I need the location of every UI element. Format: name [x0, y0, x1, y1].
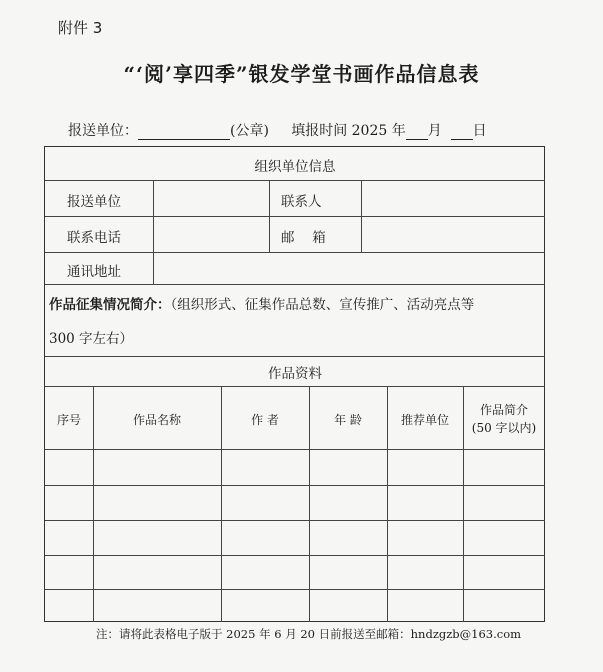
contact-person-label: 联系人 [281, 194, 322, 210]
row-divider [45, 180, 545, 181]
col-divider [153, 180, 154, 284]
month-label: 月 [427, 123, 442, 139]
email-label: 邮 箱 [281, 230, 326, 246]
form-title: “‘阅’享四季”银发学堂书画作品信息表 [123, 62, 480, 86]
col-header-recommend-unit: 推荐单位 [400, 413, 449, 427]
row-divider [45, 252, 545, 253]
info-table [44, 146, 545, 622]
footer-note: 注：请将此表格电子版于 2025 年 6 月 20 日前报送至邮箱：hndzgzb@163.com [96, 627, 522, 641]
summary-hint: （组织形式、征集作品总数、宣传推广、活动亮点等 [170, 297, 475, 313]
row-divider [45, 284, 545, 285]
address-label: 通讯地址 [67, 264, 121, 280]
report-meta-line [68, 120, 487, 140]
day-blank[interactable] [451, 123, 473, 140]
row-divider [45, 555, 545, 556]
summary-label: 作品征集情况简介： [49, 297, 171, 313]
report-unit-label-cell: 报送单位 [67, 194, 121, 210]
col-header-intro-limit: (50 字以内) [471, 421, 537, 435]
row-divider [45, 356, 545, 357]
col-header-author: 作 者 [251, 413, 279, 427]
month-blank[interactable] [406, 123, 428, 140]
summary-hint-continued: 300 字左右） [49, 331, 134, 347]
row-divider [45, 386, 545, 387]
report-unit-label: 报送单位： [68, 123, 138, 139]
fill-time-label: 填报时间 2025 年 [291, 123, 406, 139]
row-divider [45, 216, 545, 217]
row-divider [45, 589, 545, 590]
works-section-header: 作品资料 [268, 366, 322, 382]
attachment-label: 附件 3 [58, 19, 103, 37]
report-unit-blank[interactable] [138, 123, 230, 140]
seal-label: (公章) [230, 123, 269, 139]
row-divider [45, 449, 545, 450]
org-section-header: 组织单位信息 [254, 159, 336, 175]
phone-label: 联系电话 [67, 230, 121, 246]
day-label: 日 [472, 123, 487, 139]
col-header-intro: 作品简介 [479, 403, 528, 417]
row-divider [45, 520, 545, 521]
col-divider [361, 180, 362, 252]
col-header-work-name: 作品名称 [132, 413, 181, 427]
col-header-age: 年 龄 [334, 413, 362, 427]
col-divider [269, 180, 270, 252]
row-divider [45, 485, 545, 486]
summary-line [49, 293, 474, 313]
col-header-seq: 序号 [56, 413, 81, 427]
